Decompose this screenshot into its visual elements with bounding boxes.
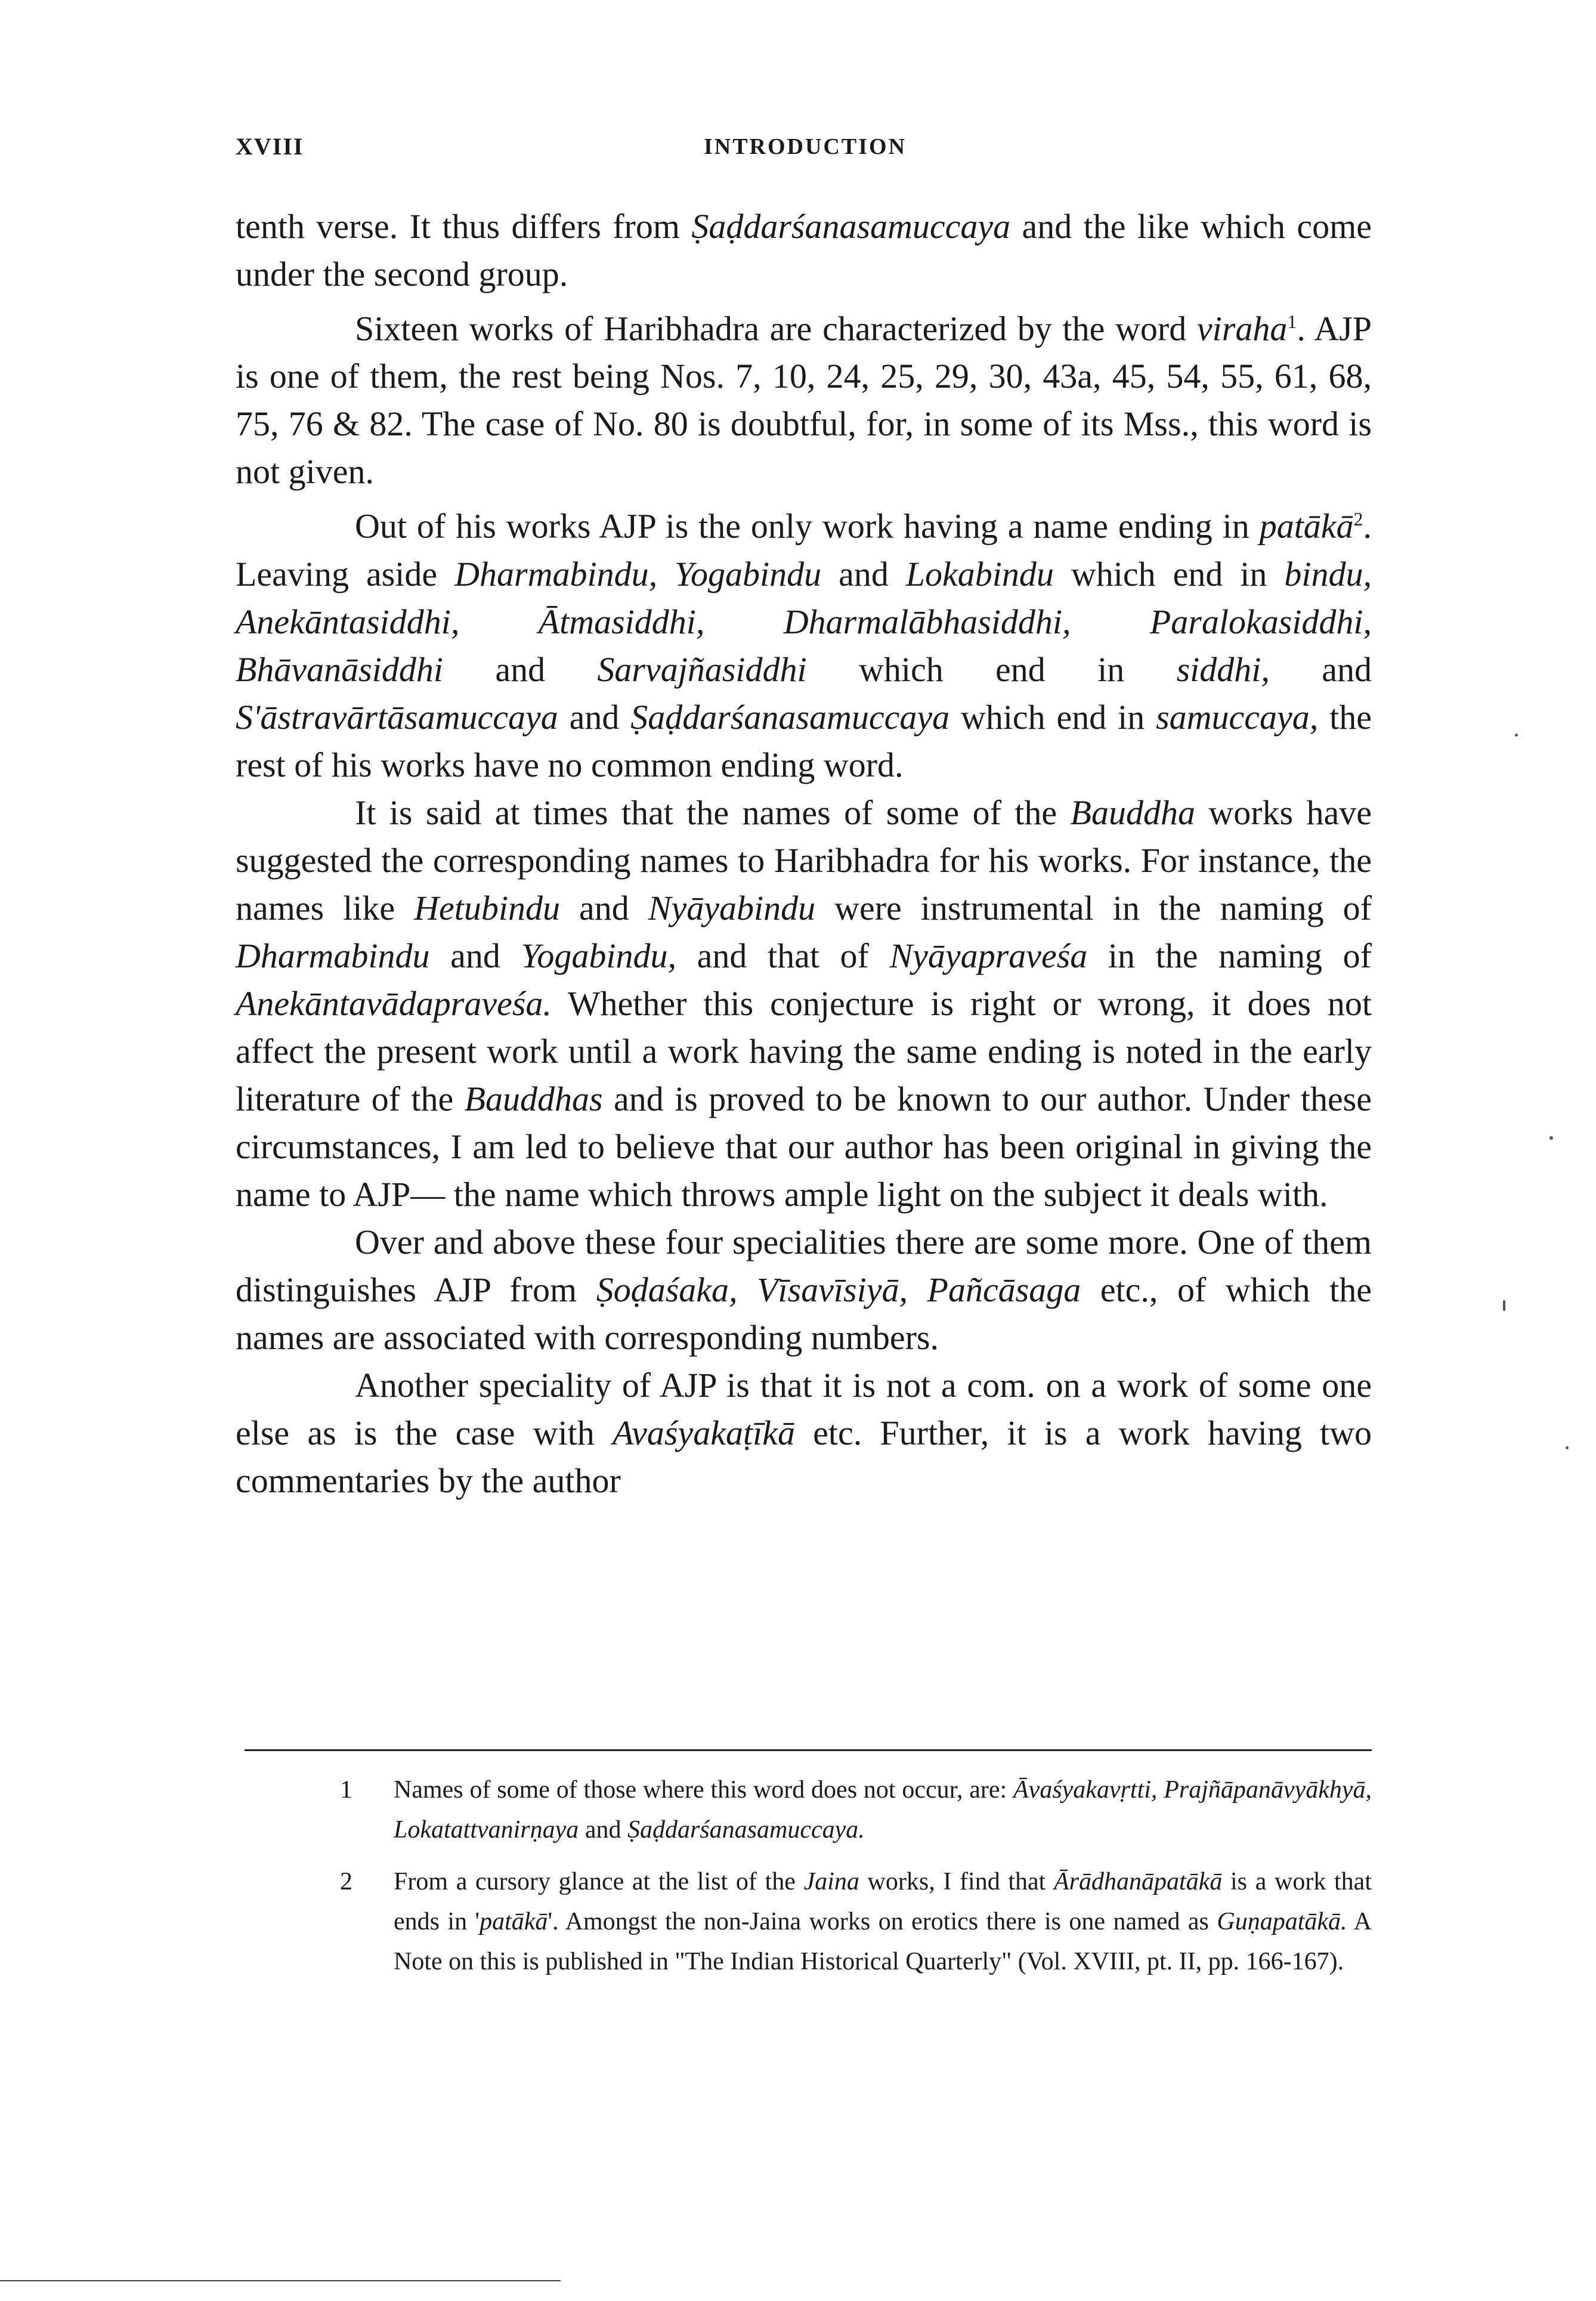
footnotes bbox=[340, 1770, 1372, 1994]
text-run: etc., of which the names are associated with corresponding numbers. bbox=[236, 1270, 1372, 1357]
text-run: and bbox=[558, 697, 631, 737]
italic-text: Dharmabindu bbox=[236, 936, 430, 975]
text-run: the rest of his works have no common ending word. bbox=[236, 697, 1372, 784]
text-run: etc. Further, it is a work having two commentaries by the author bbox=[236, 1413, 1372, 1500]
text-run: and the like which come under the second group. bbox=[236, 207, 1372, 293]
text-run: were instrumental in the naming of bbox=[815, 888, 1372, 927]
text-run: in the naming of bbox=[1087, 936, 1372, 975]
italic-text: Avaśyakaṭīkā bbox=[612, 1413, 795, 1452]
text-run: A Note on this is published in "The Indian Historical Quarterly" (Vol. XVIII, pt. II, pp. 166-167). bbox=[394, 1908, 1372, 1975]
scan-speck bbox=[1549, 1136, 1553, 1140]
text-run: Out of his works AJP is the only work having a name ending in bbox=[355, 506, 1260, 546]
text-run: It is said at times that the names of some of the bbox=[355, 793, 1071, 832]
italic-text: Ṣaḍdarśanasamuccaya bbox=[691, 207, 1011, 246]
page-header bbox=[236, 132, 1375, 168]
paragraph-p3 bbox=[236, 496, 1372, 788]
italic-text: Ṣaḍdarśanasamuccaya. bbox=[627, 1816, 865, 1844]
paragraph-p1 bbox=[236, 203, 1372, 298]
italic-text: Bauddha bbox=[1070, 793, 1195, 832]
text-run: and bbox=[429, 936, 521, 975]
paragraph-p6 bbox=[236, 1362, 1372, 1505]
scan-speck bbox=[1503, 1300, 1505, 1311]
text-run: and bbox=[821, 554, 906, 593]
scan-edge-line bbox=[0, 2280, 561, 2281]
italic-text: Bauddhas bbox=[464, 1079, 603, 1118]
italic-text: Lokabindu bbox=[905, 554, 1054, 593]
italic-text: Yogabindu, bbox=[521, 936, 676, 975]
text-run: is a work that ends in ' bbox=[394, 1868, 1372, 1935]
italic-text: Dharmabindu, Yogabindu bbox=[454, 554, 822, 593]
italic-text: patākā bbox=[480, 1908, 548, 1935]
italic-text: Jaina bbox=[803, 1868, 859, 1895]
text-run: . AJP is one of them, the rest being Nos. 7, 10, 24, 25, 29, 30, 43a, 45, 54, 55, 61, 68, 75, 76 & 82. The case of No. 80 is doubtful, for, in some of its Mss., this word is not given. bbox=[236, 309, 1372, 491]
text-run: Whether this conjecture is right or wrong, it does not affect the present work until a work having the same ending is noted in the early literature of the bbox=[236, 984, 1372, 1118]
text-run: Sixteen works of Haribhadra are characterized by the word bbox=[355, 309, 1197, 348]
running-title: INTRODUCTION bbox=[703, 134, 907, 159]
footnote-1 bbox=[340, 1770, 1372, 1850]
italic-text: siddhi, bbox=[1176, 650, 1270, 689]
text-run: . Leaving aside bbox=[236, 506, 1372, 593]
text-run: tenth verse. It thus differs from bbox=[236, 207, 692, 246]
text-run: From a cursory glance at the list of the bbox=[394, 1868, 804, 1895]
text-run: '. Amongst the non-Jaina works on erotics there is one named as bbox=[548, 1908, 1217, 1935]
footnote-ref: 2 bbox=[1353, 509, 1363, 530]
text-run: which end in bbox=[806, 650, 1177, 689]
footnote-number: 2 bbox=[340, 1868, 352, 1895]
text-run: and bbox=[560, 888, 648, 927]
footnote-divider bbox=[245, 1749, 1372, 1751]
italic-text: bindu, Anekāntasiddhi, Ātmasiddhi, Dharmalābhasiddhi, Paralokasiddhi, Bhāvanāsiddhi bbox=[236, 554, 1372, 689]
text-run: and that of bbox=[676, 936, 890, 975]
text-run: Names of some of those where this word does not occur, are: bbox=[394, 1776, 1014, 1804]
italic-text: Ārādhanāpatākā bbox=[1054, 1868, 1223, 1895]
text-run: which end in bbox=[1053, 554, 1285, 593]
italic-text: Ṣoḍaśaka, Vīsavīsiyā, Pañcāsaga bbox=[596, 1270, 1081, 1309]
body-text bbox=[236, 203, 1372, 1505]
footnote-2 bbox=[340, 1862, 1372, 1982]
footnote-number: 1 bbox=[340, 1776, 352, 1804]
text-run: works, I find that bbox=[859, 1868, 1054, 1895]
italic-text: patākā bbox=[1259, 506, 1354, 546]
text-run: which end in bbox=[949, 697, 1156, 737]
paragraph-p4 bbox=[236, 789, 1372, 1218]
text-run: and is proved to be known to our author. Under these circumstances, I am led to believe that our author has been original in giving the name to AJP— the name which throws ample light on the subject it deals with. bbox=[236, 1079, 1372, 1214]
italic-text: S'āstravārtāsamuccaya bbox=[236, 697, 558, 737]
text-run: works have suggested the corresponding names to Haribhadra for his works. For instance, the names like bbox=[236, 793, 1372, 927]
text-run: Over and above these four specialities there are some more. One of them distinguishes AJP from bbox=[236, 1222, 1372, 1309]
italic-text: Āvaśyakavṛtti, Prajñāpanāvyākhyā, Lokatattvanirṇaya bbox=[394, 1776, 1372, 1844]
paragraph-p5 bbox=[236, 1218, 1372, 1362]
italic-text: Sarvajñasiddhi bbox=[597, 650, 807, 689]
text-run: and bbox=[443, 650, 598, 689]
italic-text: Hetubindu bbox=[414, 888, 561, 927]
italic-text: Anekāntavādapraveśa. bbox=[236, 984, 552, 1023]
footnote-ref: 1 bbox=[1287, 311, 1297, 332]
text-run: Another speciality of AJP is that it is not a com. on a work of some one else as is the case with bbox=[236, 1365, 1372, 1452]
italic-text: Guṇapatākā. bbox=[1217, 1908, 1347, 1935]
italic-text: Ṣaḍdarśanasamuccaya bbox=[630, 697, 950, 737]
scan-speck bbox=[1566, 1446, 1569, 1449]
italic-text: viraha bbox=[1196, 309, 1288, 348]
italic-text: samuccaya, bbox=[1156, 697, 1319, 737]
italic-text: Nyāyabindu bbox=[648, 888, 816, 927]
text-run: and bbox=[579, 1816, 627, 1844]
scan-speck bbox=[1515, 734, 1518, 737]
page-number: XVIII bbox=[236, 133, 304, 160]
text-run: and bbox=[1269, 650, 1372, 689]
italic-text: Nyāyapraveśa bbox=[889, 936, 1088, 975]
paragraph-p2 bbox=[236, 298, 1372, 496]
